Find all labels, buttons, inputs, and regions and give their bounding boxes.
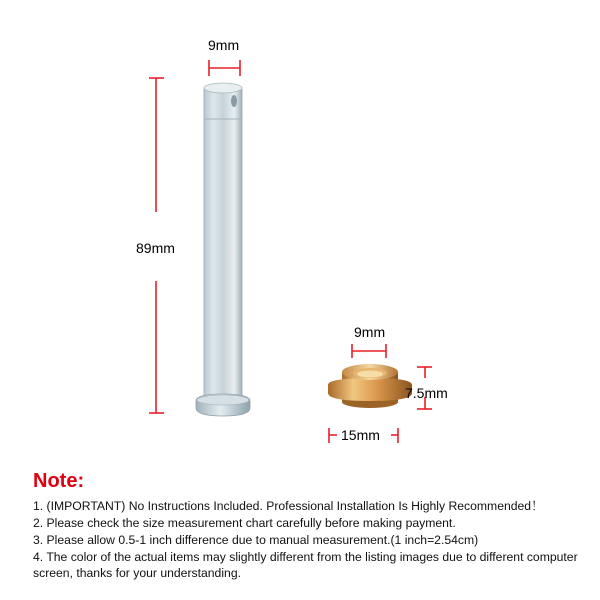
bushing-image <box>328 364 412 408</box>
note-item: 4. The color of the actual items may slightly different from the listing images due to different computer screen, thanks for your understanding. <box>33 550 578 580</box>
note-title: Note: <box>33 470 85 492</box>
note-item: 2. Please check the size measurement chart carefully before making payment. <box>33 516 456 530</box>
note-item: 3. Please allow 0.5-1 inch difference due to manual measurement.(1 inch=2.54cm) <box>33 533 479 547</box>
note-item: 1. (IMPORTANT) No Instructions Included. Professional Installation Is Highly Recommended！ <box>33 499 544 513</box>
note-section <box>33 470 578 583</box>
note-list <box>33 499 578 581</box>
pin-image <box>196 83 250 416</box>
bushing-inner-diameter-label: 9mm <box>354 324 386 340</box>
pin-diameter-label: 9mm <box>208 37 240 53</box>
pin-length-label: 89mm <box>136 240 175 256</box>
bushing-outer-diameter-label: 15mm <box>341 427 380 443</box>
bushing-height-label: 7.5mm <box>405 385 448 401</box>
